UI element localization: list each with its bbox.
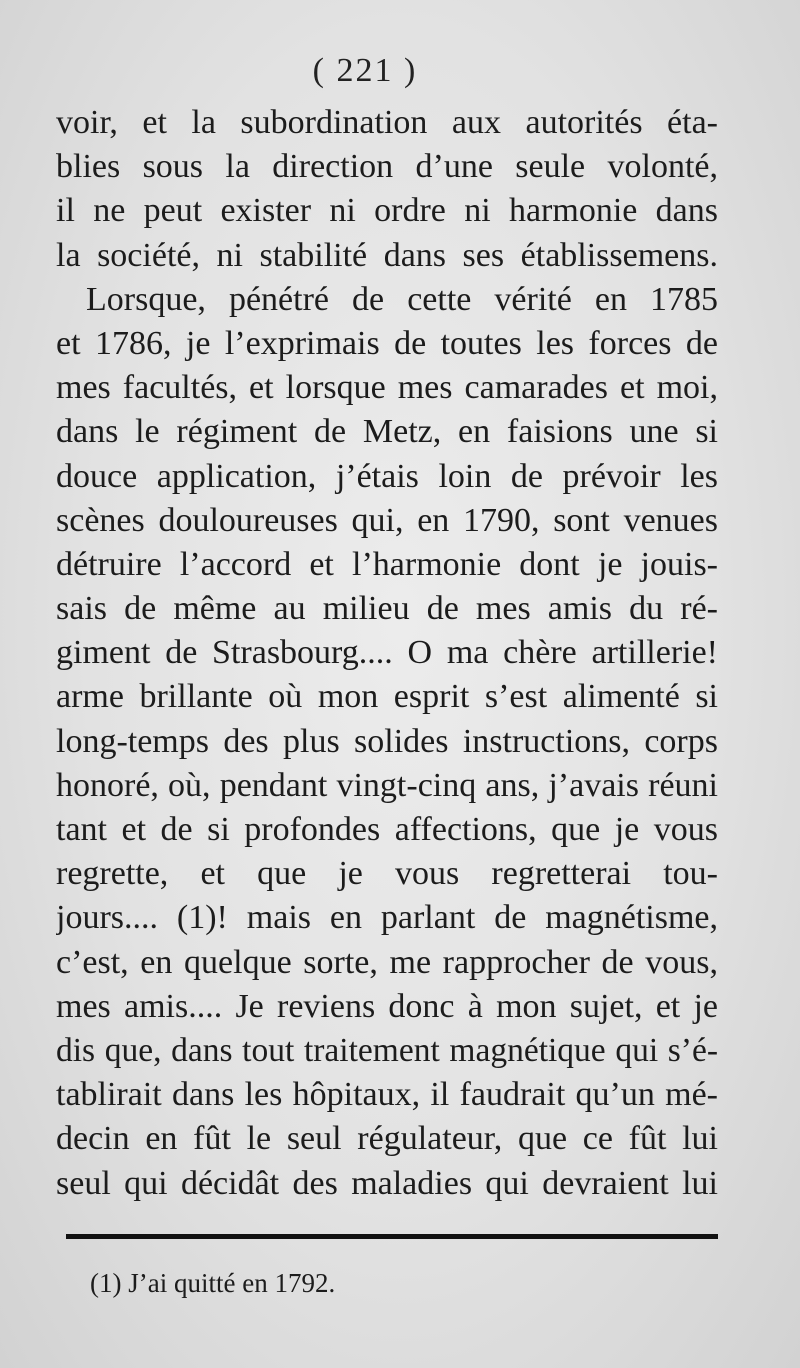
text-line: voir, et la subordination aux autorités éta- — [56, 104, 718, 141]
text-line: decin en fût le seul régulateur, que ce fût lui — [56, 1120, 718, 1158]
text-line: sais de même au milieu de mes amis du ré- — [56, 590, 718, 628]
text-line: il ne peut exister ni ordre ni harmonie dans — [56, 192, 718, 230]
text-line: seul qui décidât des maladies qui devraient lui — [56, 1164, 718, 1202]
text-line: dans le régiment de Metz, en faisions une si — [56, 413, 718, 451]
text-line: giment de Strasbourg.... O ma chère artillerie! — [56, 634, 718, 672]
page-number: ( 221 ) — [312, 52, 418, 89]
text-line: honoré, où, pendant vingt-cinq ans, j’avais réuni — [56, 766, 718, 804]
text-line: regrette, et que je vous regretterai tou- — [56, 855, 718, 893]
text-line: tablirait dans les hôpitaux, il faudrait qu’un mé- — [56, 1076, 718, 1114]
paragraph-start-line: Lorsque, pénétré de cette vérité en 1785 — [86, 280, 718, 318]
text-line: scènes douloureuses qui, en 1790, sont venues — [56, 501, 718, 539]
text-line: long-temps des plus solides instructions, corps — [56, 722, 718, 760]
text-line: c’est, en quelque sorte, me rapprocher de vous, — [56, 943, 718, 981]
text-line: jours.... (1)! mais en parlant de magnétisme, — [56, 899, 718, 937]
text-line: blies sous la direction d’une seule volonté, — [56, 148, 718, 186]
footnote: (1) J’ai quitté en 1792. — [90, 1268, 336, 1298]
text-line: détruire l’accord et l’harmonie dont je jouis- — [56, 545, 718, 583]
footnote-divider — [66, 1234, 718, 1239]
text-line: mes facultés, et lorsque mes camarades et moi, — [56, 369, 718, 407]
body-text — [56, 101, 718, 1206]
text-line: tant et de si profondes affections, que je vous — [56, 811, 718, 848]
text-line: et 1786, je l’exprimais de toutes les forces de — [56, 324, 718, 362]
text-line: la société, ni stabilité dans ses établissemens. — [56, 236, 718, 274]
text-line: arme brillante où mon esprit s’est alimenté si — [56, 678, 718, 716]
text-line: dis que, dans tout traitement magnétique qui s’é- — [56, 1031, 718, 1069]
text-line: douce application, j’étais loin de prévoir les — [56, 457, 718, 495]
text-line: mes amis.... Je reviens donc à mon sujet, et je — [56, 987, 718, 1025]
